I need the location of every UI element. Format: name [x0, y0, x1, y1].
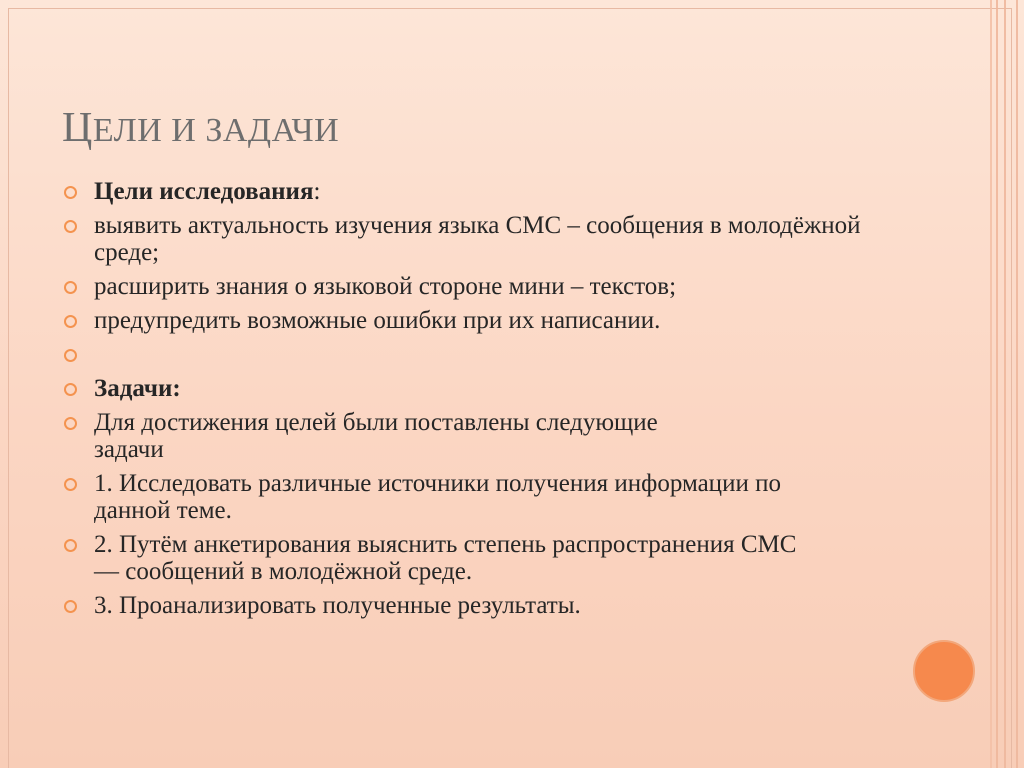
bullet-circle-icon [64, 349, 77, 362]
title-first-letter: Ц [62, 105, 93, 151]
item-text: расширить знания о языковой стороне мини – текстов; [94, 273, 677, 300]
item-label: Задачи: [94, 375, 181, 402]
bullet-circle-icon [64, 383, 77, 396]
item-label: Цели исследования [94, 178, 314, 205]
bullet-circle-icon [64, 600, 77, 613]
bullet-circle-icon [64, 281, 77, 294]
item-text: 2. Путём анкетирования выяснить степень распространения СМС — сообщений в молодёжной среде. [94, 531, 797, 585]
decorative-circle [913, 640, 975, 702]
item-text: Для достижения целей были поставлены следующие задачи [94, 409, 658, 463]
bullet-circle-icon [64, 186, 77, 199]
list-item [62, 531, 922, 585]
bullet-circle-icon [64, 478, 77, 491]
title-rest: ЕЛИ И ЗАДАЧИ [92, 112, 340, 149]
bullet-circle-icon [64, 220, 77, 233]
list-item [62, 592, 922, 619]
bullet-circle-icon [64, 539, 77, 552]
list-item [62, 178, 922, 205]
bullet-list [62, 178, 922, 626]
list-item [62, 375, 922, 402]
list-item [62, 470, 922, 524]
item-text: 3. Проанализировать полученные результаты. [94, 592, 581, 619]
bullet-circle-icon [64, 417, 77, 430]
item-text: 1. Исследовать различные источники получения информации по данной теме. [94, 470, 781, 524]
item-text: выявить актуальность изучения языка СМС – сообщения в молодёжной среде; [94, 212, 861, 266]
page-title [62, 104, 339, 152]
list-item [62, 409, 922, 463]
decorative-stripes [986, 0, 1024, 768]
list-item [62, 307, 922, 334]
list-item-empty [62, 341, 922, 368]
list-item [62, 273, 922, 300]
bullet-circle-icon [64, 315, 77, 328]
list-item [62, 212, 922, 266]
item-text: предупредить возможные ошибки при их написании. [94, 307, 661, 334]
item-suffix: : [313, 178, 321, 205]
